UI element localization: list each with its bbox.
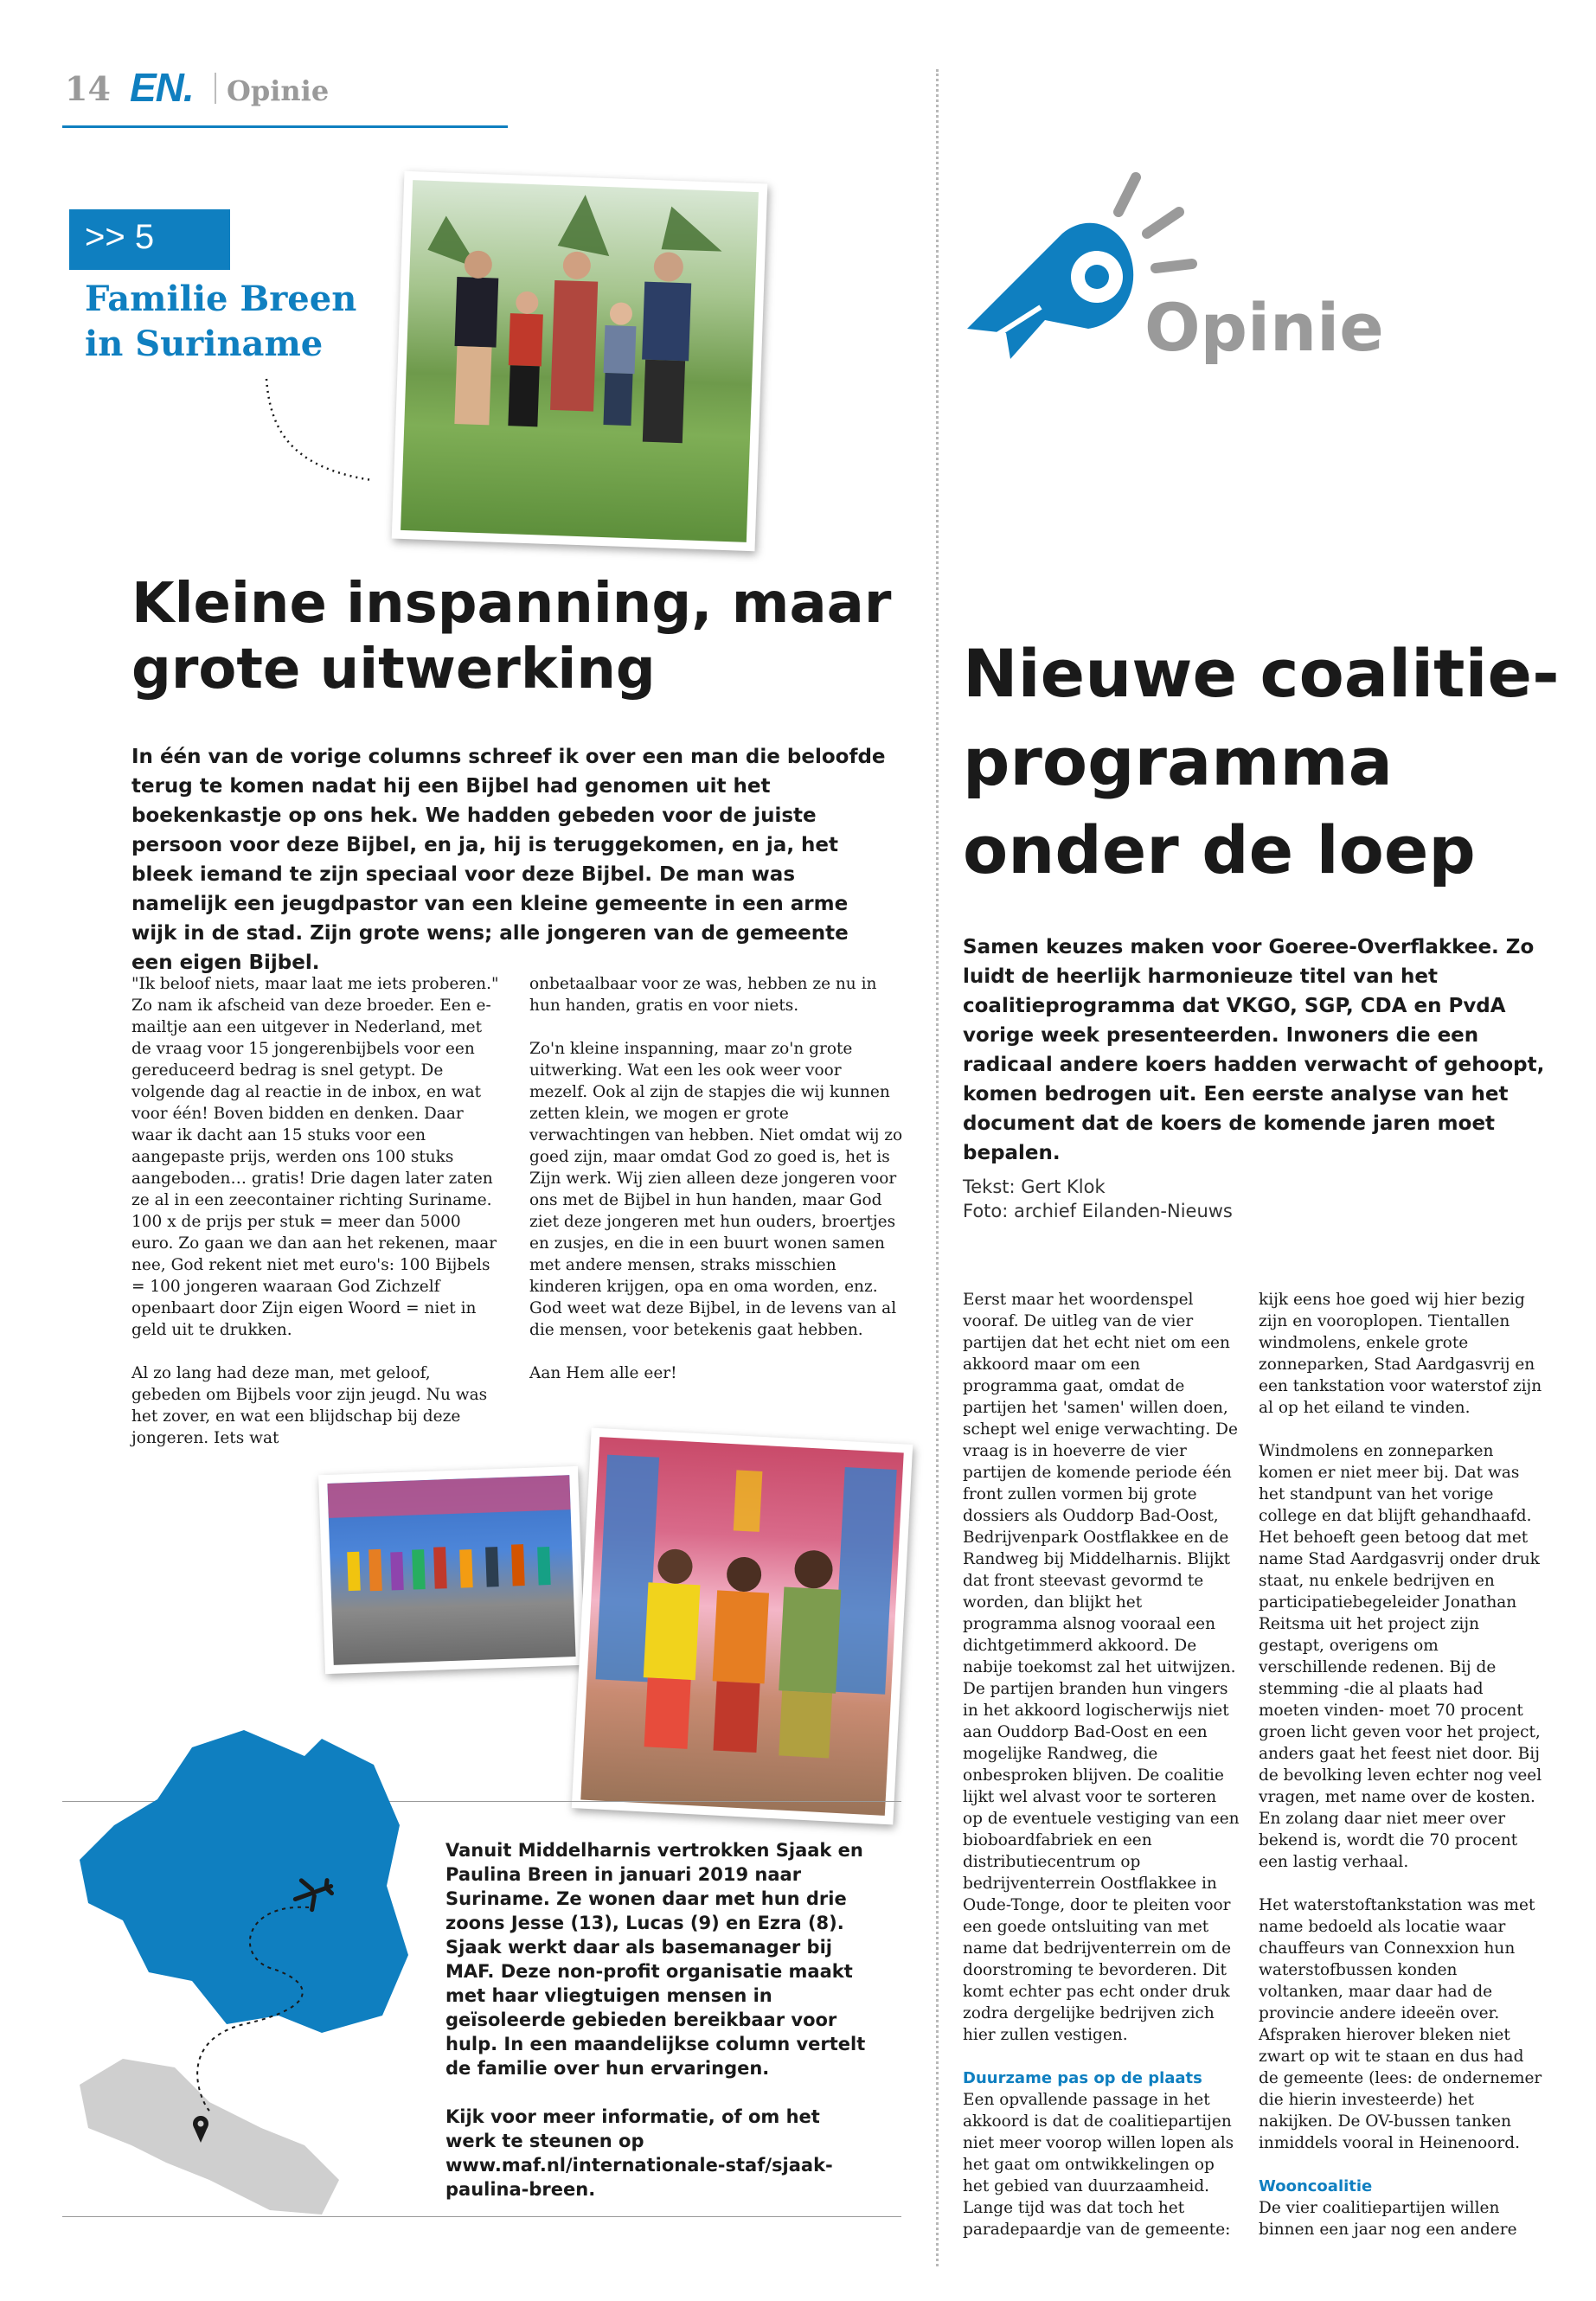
page-number: 14 — [65, 69, 111, 108]
header-separator — [215, 73, 216, 104]
article-body-column-1 — [963, 1289, 1240, 2262]
family-illustration — [401, 180, 759, 542]
article-intro: In één van de vorige columns schreef ik over een man die beloofde terug te komen nadat hij een Bijbel had genomen uit het boekenkastje op ons hek. We hadden gebeden voor de juiste persoon voor deze Bijbel, en ja, hij is teruggekomen, en ja, het bleek iemand te zijn speciaal voor deze Bijbel. De man was namelijk een jeugdpastor van een kleine gemeente in een arme wijk in de stad. Zijn grote wens; alle jongeren van de gemeente een eigen Bijbel. — [131, 746, 886, 974]
brand-logo: EN. — [130, 65, 194, 110]
recipients-illustration — [580, 1437, 903, 1816]
opinie-logo-word: Opinie — [1144, 289, 1384, 366]
article-body-column-2 — [1259, 1289, 1544, 2262]
bible-recipients-photo — [572, 1428, 913, 1825]
article-headline: Nieuwe coalitie-programma onder de loep — [963, 635, 1560, 888]
subheading: Wooncoalitie — [1259, 2177, 1373, 2195]
paragraph: kijk eens hoe goed wij hier bezig zijn en vooroplopen. Tientallen windmolens, enkele grote zonneparken, Stad Aardgasvrij en een tankstation voor waterstof zijn al op het eiland te vinden. — [1259, 1291, 1542, 1417]
church-group-photo — [318, 1466, 585, 1674]
photo-credit: Foto: archief Eilanden-Nieuws — [963, 1201, 1233, 1221]
paragraph: onbetaalbaar voor ze was, hebben ze nu in hun handen, gratis en voor niets. — [529, 975, 877, 1015]
bio-paragraph: Kijk voor meer informatie, of om het werk te steunen op www.maf.nl/internationale-staf/sjaak-paulina-breen. — [445, 2106, 833, 2200]
paragraph: Het waterstoftankstation was met name bedoeld als locatie waar chauffeurs van Connexxion hun waterstofbussen konden voltanken, maar daar had de provincie andere ideeën over. Afspraken hierover bleken niet zwart op wit te staan en dus had de gemeente (lees: de ondernemer die hierin investeerde) het nakijken. De OV-bussen tanken inmiddels vooral in Heinenoord. — [1259, 1896, 1542, 2152]
paragraph: De vier coalitiepartijen willen binnen een jaar nog een andere — [1259, 2199, 1517, 2239]
bio-paragraph: Vanuit Middelharnis vertrokken Sjaak en Paulina Breen in januari 2019 naar Suriname. Ze wonen daar met hun drie zoons Jesse (13), Lucas (9) en Ezra (8). Sjaak werkt daar als basemanager bij MAF. Deze non-profit organisatie maakt met haar vliegtuigen mensen in geïsoleerde gebieden bereikbaar voor hulp. In een maandelijkse column vertelt de familie over hun ervaringen. — [445, 1840, 866, 2079]
paragraph: Windmolens en zonneparken komen er niet meer bij. Dat was het standpunt van het vorige college en dat blijft gehandhaafd. Het behoeft geen betoog dat met name Stad Aardgasvrij onder druk staat, nu enkele bedrijven en participatiebegeleider Jonathan Reitsma uit het project zijn gestapt, overigens om verschillende redenen. Bij de stemming -die al plaats had moeten vinden- moet 70 procent groen licht geven voor het project, anders gaat het feest niet door. Bij de bevolking leven echter nog veel vragen, met name over de kosten. En zolang daar niet meer over bekend is, wordt die 70 procent een lastig verhaal. — [1259, 1442, 1542, 1871]
header-rule — [62, 125, 508, 128]
subheading: Duurzame pas op de plaats — [963, 2069, 1202, 2087]
paragraph: Al zo lang had deze man, met geloof, gebeden om Bijbels voor zijn jeugd. Nu was het zover, en wat een blijdschap bij deze jongeren. Iets wat — [131, 1364, 488, 1447]
text-credit: Tekst: Gert Klok — [963, 1176, 1106, 1197]
paragraph: Aan Hem alle eer! — [529, 1364, 677, 1382]
family-photo — [392, 171, 768, 551]
church-group-illustration — [327, 1475, 575, 1665]
article-body-column-2 — [529, 973, 903, 1406]
paragraph: Zo'n kleine inspanning, maar zo'n grote uitwerking. Wat een les ook weer voor mezelf. Ook al zijn de stapjes die wij kunnen zetten klein, we mogen er grote verwachtingen van hebben. Niet omdat wij zo goed zijn, maar omdat God zo goed is, het is Zijn werk. Wij zien alleen deze jongeren voor ons met de Bijbel in hun handen, maar God ziet deze jongeren met hun ouders, broertjes en zusjes, en die in een buurt wonen samen met andere mensen, straks misschien kinderen krijgen, opa en oma worden, enz. God weet wat deze Bijbel, in de levens van al die mensen, voor betekenis gaat hebben. — [529, 1040, 903, 1339]
article-headline: Kleine inspanning, maar grote uitwerking — [131, 572, 892, 702]
suriname-map — [62, 1695, 426, 2214]
article-credits — [963, 1175, 1233, 1223]
paragraph: Een opvallende passage in het akkoord is dat de coalitiepartijen niet meer voorop willen lopen als het gaat om ontwikkelingen op het gebied van duurzaamheid. Lange tijd was dat toch het paradepaardje van de gemeente: — [963, 2091, 1234, 2239]
column-number-badge: >> 5 — [69, 209, 230, 270]
column-divider — [936, 69, 939, 2266]
dotted-arrow-icon — [260, 372, 381, 493]
paragraph: Eerst maar het woordenspel vooraf. De uitleg van de vier partijen dat het echt niet om een akkoord maar om een programma gaat, omdat de partijen het 'samen' willen doen, schept wel enige verwachting. De vraag is in hoeverre de vier partijen de komende periode één front zullen vormen bij grote dossiers als Ouddorp Bad-Oost, Bedrijvenpark Oostflakkee en de Randweg bij Middelharnis. Blijkt dat front steevast gevormd te worden, dan blijkt het programma alsnog vooraal een dichtgetimmerd akkoord. De nabije toekomst zal het uitwijzen. De partijen branden hun vingers in het akkoord logischerwijs niet aan Ouddorp Bad-Oost en een mogelijke Randweg, die onbesproken blijven. De coalitie lijkt wel alvast voor te sorteren op de eventuele vestiging van een bioboardfabriek en een distributiecentrum op bedrijventerrein Oostflakkee in Oude-Tonge, door te pleiten voor een goede ontsluiting van met name dat bedrijventerrein om de doorstroming te bevorderen. Dit komt echter pas echt onder druk zodra dergelijke bedrijven zich hier zullen vestigen. — [963, 1291, 1240, 2044]
paragraph: "Ik beloof niets, maar laat me iets proberen." Zo nam ik afscheid van deze broeder. Een e-mailtje aan een uitgever in Nederland, met de vraag voor 15 jongerenbijbels voor een gereduceerd bedrag is snel getypt. De volgende dag al reactie in de inbox, en wat voor één! Boven bidden en denken. Daar waar ik dacht aan 15 stuks voor een aangepaste prijs, werden ons 100 stuks aangeboden… gratis! Drie dagen later zaten ze al in een zeecontainer richting Suriname. 100 x de prijs per stuk = meer dan 5000 euro. Zo gaan we dan aan het rekenen, maar nee, God rekent niet met euro's: 100 Bijbels = 100 jongeren waaraan God Zichzelf openbaart door Zijn eigen Woord = niet in geld uit te drukken. — [131, 975, 499, 1339]
section-label: Opinie — [227, 74, 330, 107]
column-series-title: Familie Breen in Suriname — [85, 279, 357, 364]
author-bio — [445, 1838, 869, 2226]
article-body-column-1 — [131, 973, 503, 1471]
article-intro: Samen keuzes maken voor Goeree-Overflakkee. Zo luidt de heerlijk harmonieuze titel van het coalitieprogramma dat VKGO, SGP, CDA en PvdA vorige week presenteerden. Inwoners die een radicaal andere koers hadden verwacht of gehoopt, komen bedrogen uit. Een eerste analyse van het document dat de koers de komende jaren moet bepalen. — [963, 936, 1545, 1164]
